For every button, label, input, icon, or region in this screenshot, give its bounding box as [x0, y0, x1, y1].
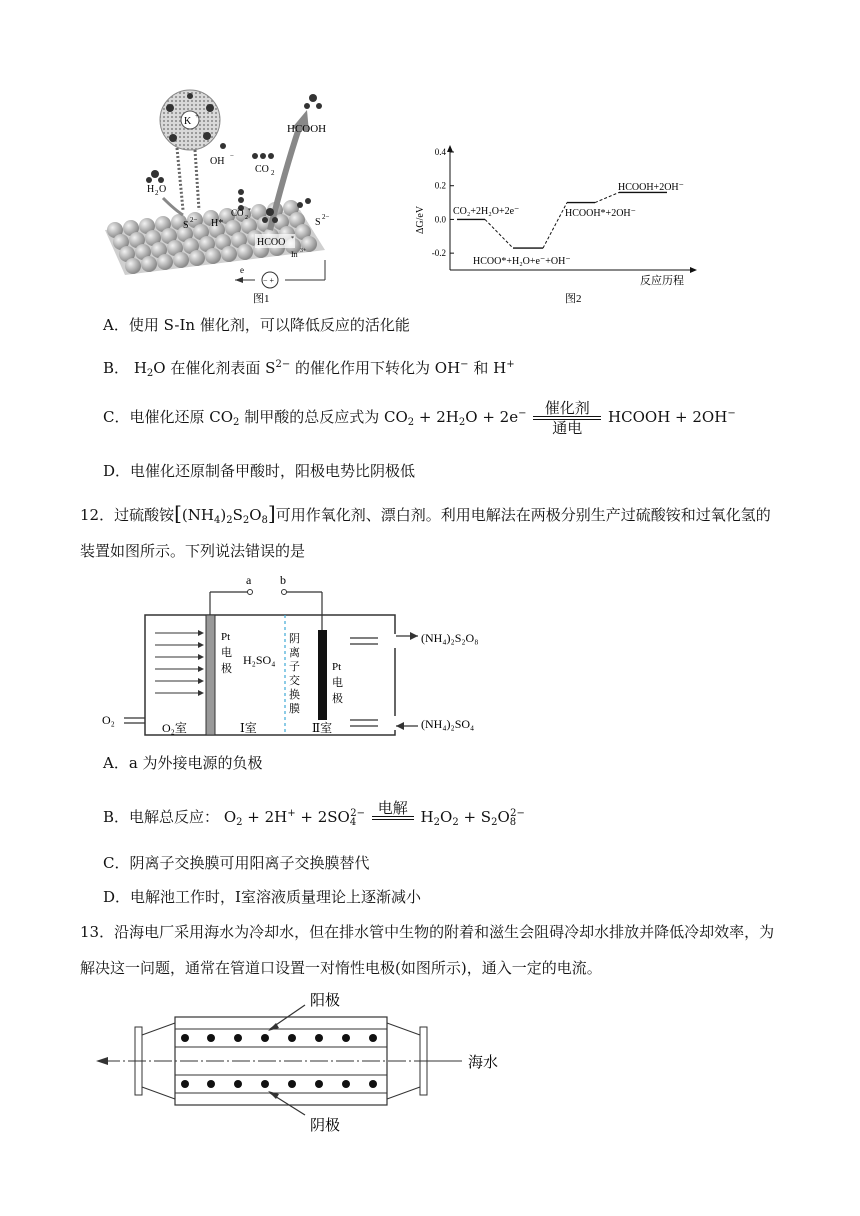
room-2-label: Ⅱ室: [312, 721, 333, 735]
fig2-xlabel: 反应历程: [640, 275, 684, 287]
svg-text:Pt: Pt: [332, 661, 342, 673]
external-circuit: [235, 260, 325, 288]
q12-stem-line2: 装置如图所示。下列说法错误的是: [80, 542, 306, 560]
q13-stem-line2: 解决这一问题，通常在管道口设置一对惰性电极(如图所示)，通入一定的电流。: [80, 959, 602, 977]
s-right-label: S: [315, 217, 321, 228]
svg-text:2: 2: [155, 189, 159, 197]
h2o-label: H: [147, 184, 155, 195]
q12-option-d: D．电解池工作时，Ⅰ室溶液质量理论上逐渐减小: [103, 888, 421, 906]
svg-text:2: 2: [245, 215, 248, 221]
state-2-label: HCOO*+H₂O+e⁻+OH⁻: [473, 256, 571, 267]
state-3-label: HCOOH*+2OH⁻: [565, 208, 636, 219]
svg-text:−: −: [230, 152, 234, 160]
q12-stem-line1: 12．过硫酸铵$[(NH_4)_2S_2O_8]$可用作氧化剂、漂白剂。利用电解法在两极分别生产过硫酸铵和过氧化氢的: [80, 501, 771, 526]
fig2-ytick-label-0: 0.4: [434, 147, 446, 157]
seawater-label: 海水: [468, 1055, 499, 1071]
svg-text:换: 换: [289, 689, 300, 701]
outlet-label: (NH₄)₂S₂O₈: [421, 631, 479, 645]
q13-stem-line1: 13．沿海电厂采用海水为冷却水，但在排水管中生物的附着和滋生会阻碍冷却水排放并降低冷却效率，为: [80, 923, 775, 941]
h-star-label: H*: [211, 218, 224, 229]
q11-condition: 催化剂 通电: [533, 400, 601, 436]
inlet-label: (NH₄)₂SO₄: [421, 717, 475, 731]
right-pt-electrode: [318, 630, 327, 720]
q11-option-d: D．电催化还原制备甲酸时，阳极电势比阴极低: [103, 462, 416, 480]
electrolysis-cell-figure: [100, 570, 480, 745]
svg-text:交: 交: [289, 675, 300, 687]
q11-option-b: B． $H_2O$ 在催化剂表面 $S^{2-}$ 的催化作用下转化为 OH− 和 H+: [103, 359, 515, 379]
svg-text:电: 电: [332, 677, 343, 689]
cathode-label: 阴极: [310, 1118, 341, 1134]
q11-option-a: A．使用 S-In 催化剂，可以降低反应的活化能: [103, 316, 410, 334]
fig2-ylabel: ΔG/eV: [415, 205, 426, 235]
svg-text:Pt: Pt: [221, 631, 231, 643]
fig2-ytick-label-1: 0.2: [434, 180, 446, 191]
hcoo-star-label: HCOO: [257, 237, 286, 248]
svg-text:+: +: [195, 112, 199, 120]
pipe-electrode-figure: [90, 985, 530, 1140]
electron-label: e: [240, 265, 244, 275]
in-label: In: [291, 250, 298, 259]
q11-option-c: C．电催化还原 $CO_2$ 制甲酸的总反应式为 $CO_2 + 2H_2O + 2e^-$ 催化剂 通电 HCOOH + 2OH−: [103, 399, 736, 437]
hcooh-label: HCOOH: [287, 123, 327, 135]
q12-option-c: C．阴离子交换膜可用阳离子交换膜替代: [103, 854, 370, 872]
energy-connector-1: [485, 219, 513, 248]
o2-inlet-label: O₂: [102, 713, 115, 727]
svg-text:子: 子: [289, 661, 300, 673]
fig2-ytick-label-3: -0.2: [431, 248, 446, 259]
anode-label: 阳极: [310, 993, 341, 1009]
oh-label: OH: [210, 156, 225, 167]
state-1-label: CO₂+2H₂O+2e⁻: [453, 206, 520, 217]
figure-2: [405, 140, 705, 305]
svg-text:2−: 2−: [322, 213, 330, 221]
svg-text:极: 极: [332, 693, 343, 705]
q12-option-a: A．a 为外接电源的负极: [103, 754, 263, 772]
state-4-label: HCOOH+2OH⁻: [618, 182, 684, 193]
left-pt-electrode: [206, 615, 215, 735]
svg-text:O: O: [159, 184, 167, 195]
energy-connector-3: [595, 192, 619, 202]
q12-condition: 电解: [372, 800, 414, 836]
svg-text:*: *: [248, 208, 251, 214]
h2so4-label: H₂SO₄: [243, 653, 276, 667]
fig1-caption: 图1: [253, 293, 270, 305]
svg-text:2: 2: [271, 169, 275, 177]
svg-text:离: 离: [289, 647, 300, 659]
svg-text:电: 电: [221, 647, 232, 659]
svg-text:3+: 3+: [300, 248, 307, 254]
svg-text:极: 极: [221, 663, 232, 675]
k-label: K: [184, 116, 192, 127]
fig2-caption: 图2: [565, 293, 582, 305]
svg-text:阴: 阴: [289, 633, 300, 645]
terminal-b: b: [280, 573, 286, 587]
energy-connector-2: [543, 203, 567, 249]
terminal-a: a: [246, 573, 252, 587]
svg-text:*: *: [291, 236, 294, 242]
co2-star-label: CO: [231, 208, 244, 218]
q12-option-b: B．电解总反应： $O_2 + 2H^+ + 2SO_4^{2-}$ 电解 $H_2O_2 + S_2O_8^{2-}$: [103, 800, 525, 836]
o2-room-label: O₂室: [162, 721, 187, 735]
svg-text:2−: 2−: [190, 216, 198, 224]
s-left-label: S: [183, 220, 189, 231]
room-1-label: Ⅰ室: [240, 721, 257, 735]
svg-text:膜: 膜: [289, 703, 300, 715]
figure-1: [95, 80, 335, 305]
fig2-ytick-label-2: 0.0: [434, 214, 446, 225]
co2-label: CO: [255, 164, 269, 175]
svg-text:− +: − +: [263, 276, 275, 285]
